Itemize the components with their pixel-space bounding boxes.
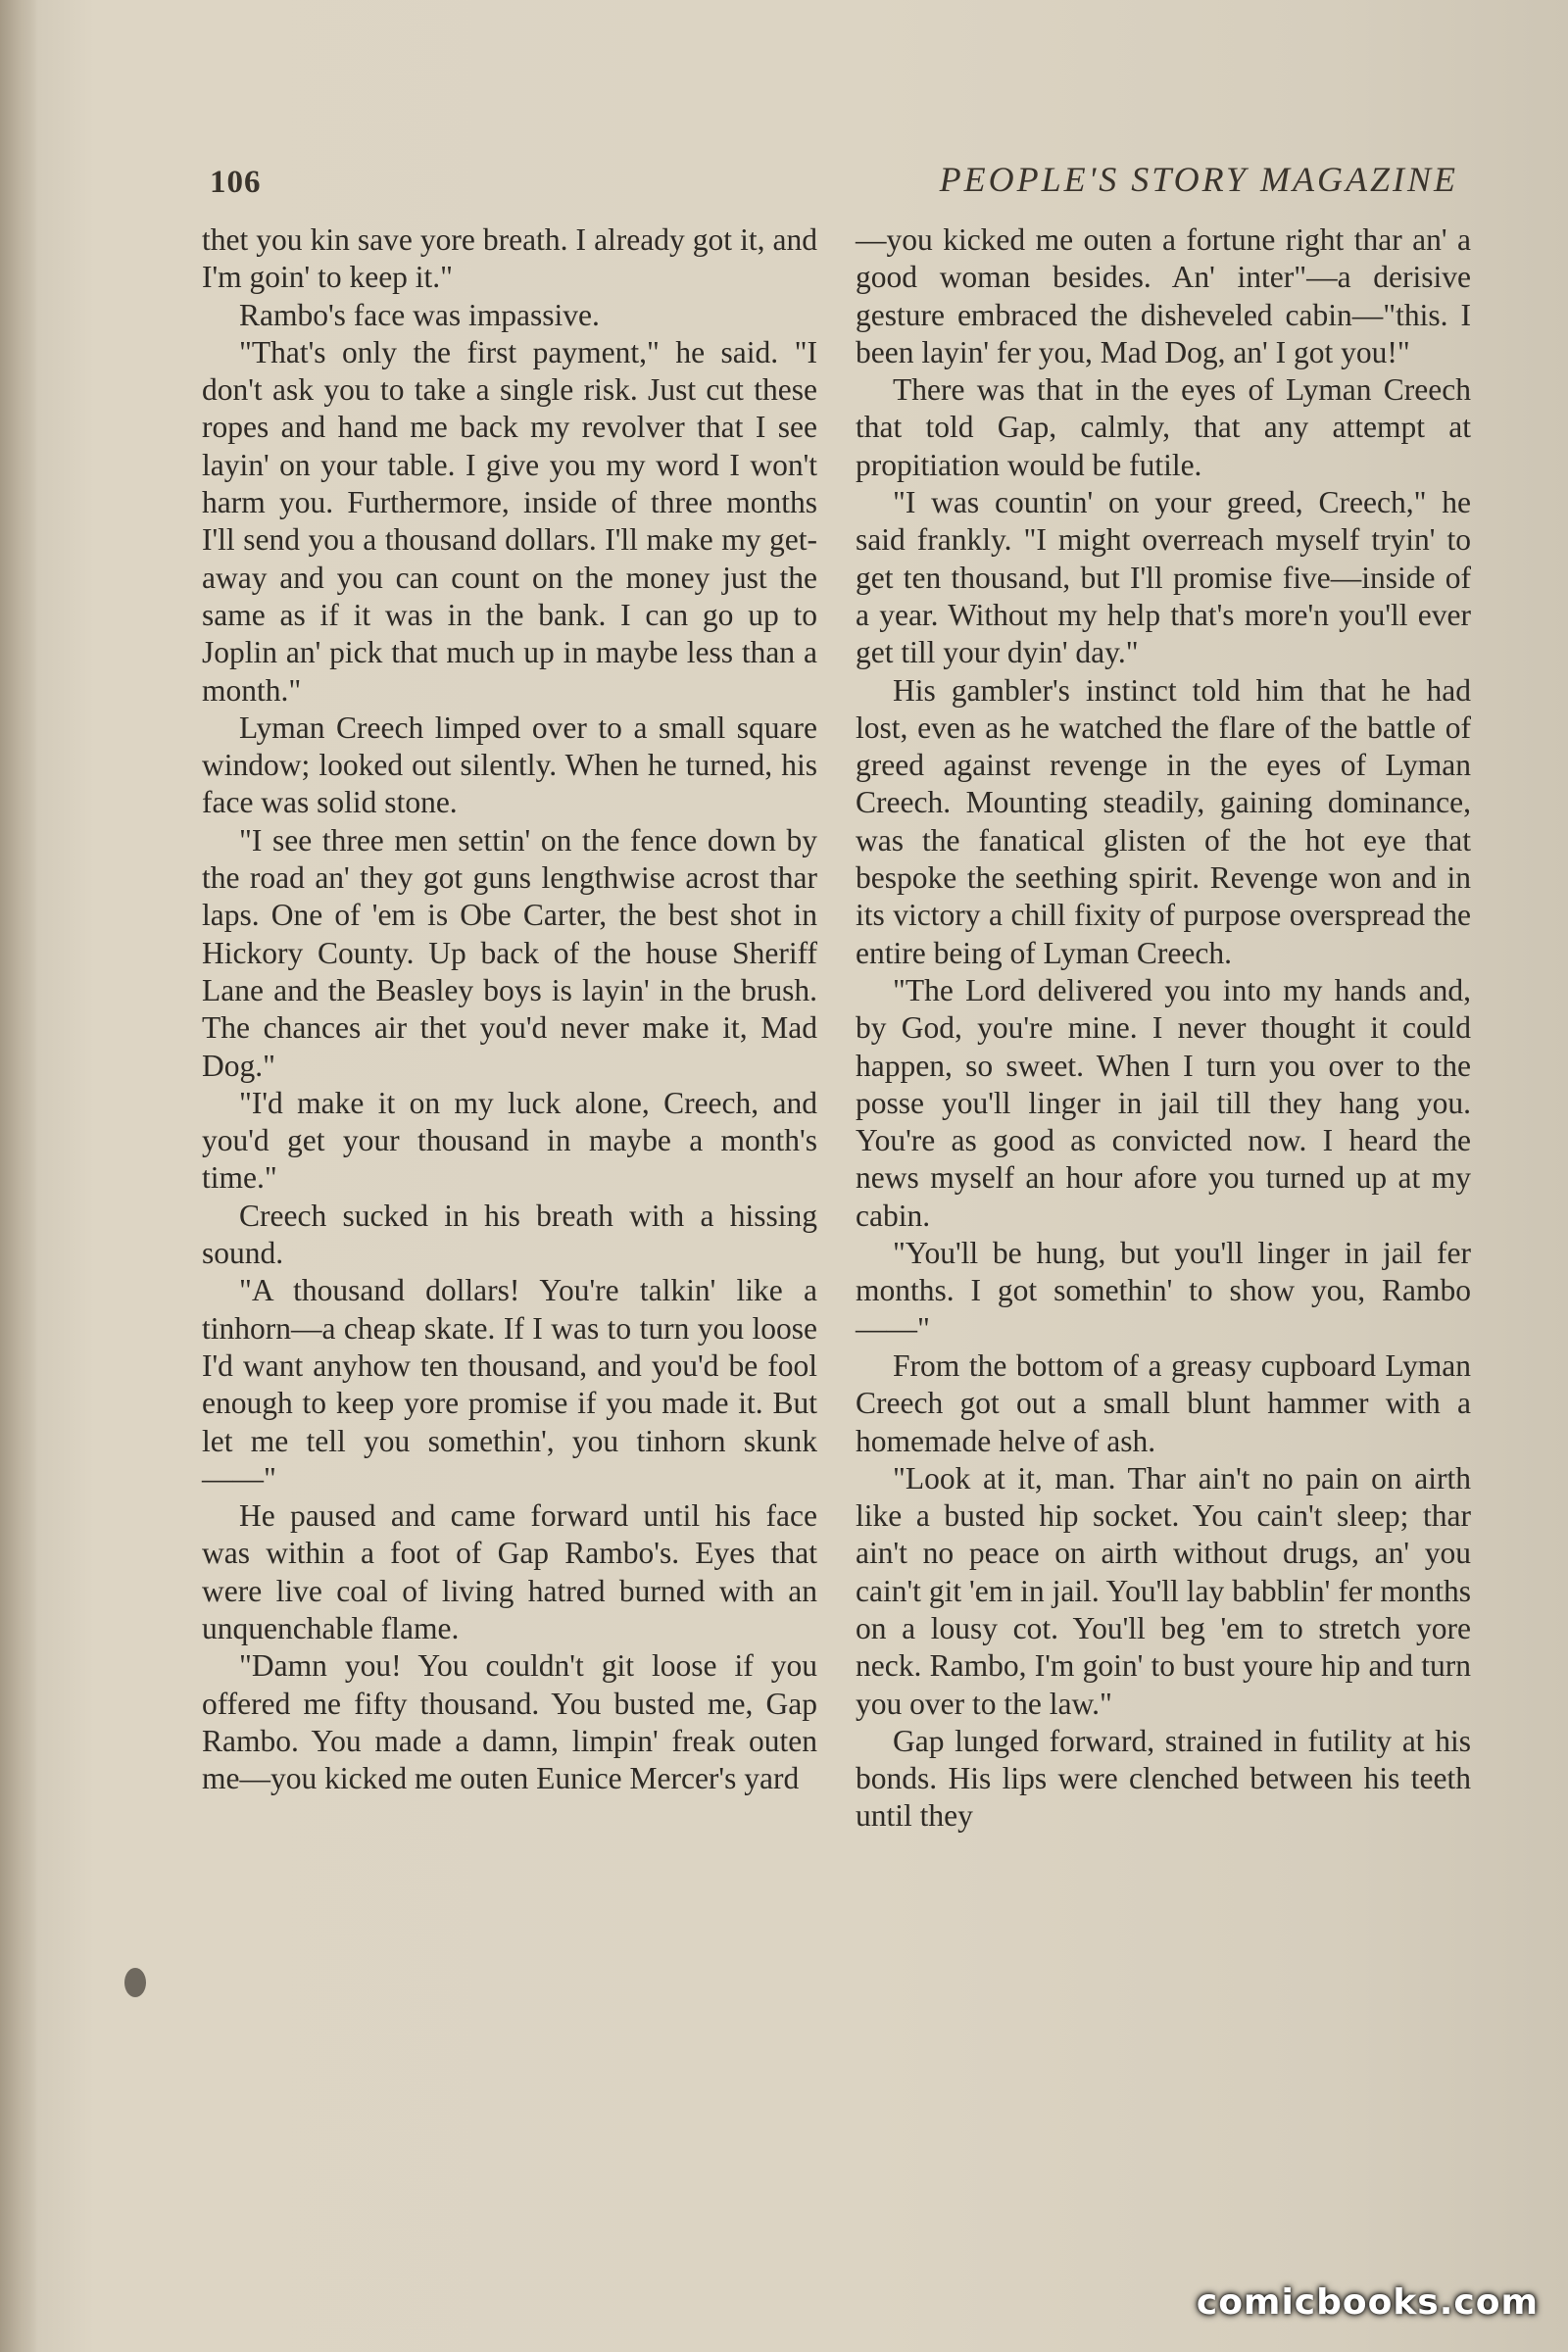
paragraph: thet you kin save yore breath. I already got it, and I'm goin' to keep it." bbox=[202, 222, 817, 295]
paragraph: "Damn you! You couldn't git loose if you offered me fifty thousand. You busted me, Gap Rambo. You made a damn, limpin' freak outen me—you kicked me outen Eunice Mercer's yard bbox=[202, 1648, 817, 1796]
paragraph: "You'll be hung, but you'll linger in jail fer months. I got somethin' to show you, Rambo——" bbox=[856, 1236, 1471, 1346]
left-text-column bbox=[202, 221, 817, 2103]
paragraph: Creech sucked in his breath with a hissing sound. bbox=[202, 1198, 817, 1271]
paragraph: From the bottom of a greasy cupboard Lyman Creech got out a small blunt hammer with a homemade helve of ash. bbox=[856, 1348, 1471, 1458]
paragraph: "I was countin' on your greed, Creech," he said frankly. "I might overreach myself tryin' to get ten thousand, but I'll promise five—inside of a year. Without my help that's more'n you'll ever get till your dyin' day." bbox=[856, 485, 1471, 670]
running-title: PEOPLE'S STORY MAGAZINE bbox=[939, 160, 1458, 199]
paragraph: There was that in the eyes of Lyman Creech that told Gap, calmly, that any attempt at propitiation would be futile. bbox=[856, 372, 1471, 482]
page-number: 106 bbox=[210, 165, 262, 200]
paragraph: "That's only the first payment," he said. "I don't ask you to take a single risk. Just cut these ropes and hand me back my revolver that I see layin' on your table. I give you my word I won't harm you. Furthermore, inside of three months I'll send you a thousand dollars. I'll make my get-away and you can count on the money just the same as if it was in the bank. I can go up to Joplin an' pick that much up in maybe less than a month." bbox=[202, 334, 817, 708]
paragraph: "The Lord delivered you into my hands and, by God, you're mine. I never thought it could happen, so sweet. When I turn you over to the posse you'll linger in jail till they hang you. You're as good as convicted now. I heard the news myself an hour afore you turned up at my cabin. bbox=[856, 972, 1471, 1233]
right-text-column bbox=[856, 221, 1471, 2103]
ink-spot bbox=[124, 1968, 146, 1997]
paragraph: Rambo's face was impassive. bbox=[239, 297, 600, 332]
paragraph: Lyman Creech limped over to a small square window; looked out silently. When he turned, his face was solid stone. bbox=[202, 710, 817, 820]
book-spine-shadow bbox=[0, 0, 37, 2352]
paragraph: Gap lunged forward, strained in futility at his bonds. His lips were clenched between his teeth until they bbox=[856, 1723, 1471, 1834]
paragraph: "A thousand dollars! You're talkin' like a tinhorn—a cheap skate. If I was to turn you loose I'd want anyhow ten thousand, and you'd be fool enough to keep yore promise if you made it. But let me tell you somethin', you tinhorn skunk——" bbox=[202, 1273, 817, 1495]
page-header bbox=[204, 155, 1468, 214]
paragraph: "Look at it, man. Thar ain't no pain on airth like a busted hip socket. You cain't sleep; thar ain't no peace on airth without drugs, an' you cain't git 'em in jail. You'll lay babblin' fer months on a lousy cot. You'll beg 'em to stretch yore neck. Rambo, I'm goin' to bust youre hip and turn you over to the law." bbox=[856, 1460, 1471, 1721]
paragraph: He paused and came forward until his face was within a foot of Gap Rambo's. Eyes that were live coal of living hatred burned with an unquenchable flame. bbox=[202, 1498, 817, 1645]
watermark: comicbooks.com bbox=[1196, 2282, 1539, 2323]
paragraph: His gambler's instinct told him that he had lost, even as he watched the flare of the battle of greed against revenge in the eyes of Lyman Creech. Mounting steadily, gaining dominance, was the fanatical glisten of the hot eye that bespoke the seething spirit. Revenge won and in its victory a chill fixity of purpose overspread the entire being of Lyman Creech. bbox=[856, 672, 1471, 970]
paragraph: "I'd make it on my luck alone, Creech, and you'd get your thousand in maybe a month's time." bbox=[202, 1085, 817, 1196]
paragraph: "I see three men settin' on the fence down by the road an' they got guns lengthwise acrost thar laps. One of 'em is Obe Carter, the best shot in Hickory County. Up back of the house Sheriff Lane and the Beasley boys is layin' in the brush. The chances air thet you'd never make it, Mad Dog." bbox=[202, 822, 817, 1083]
paragraph: —you kicked me outen a fortune right thar an' a good woman besides. An' inter"—a derisive gesture embraced the disheveled cabin—"this. I been layin' fer you, Mad Dog, an' I got you!" bbox=[856, 222, 1471, 369]
